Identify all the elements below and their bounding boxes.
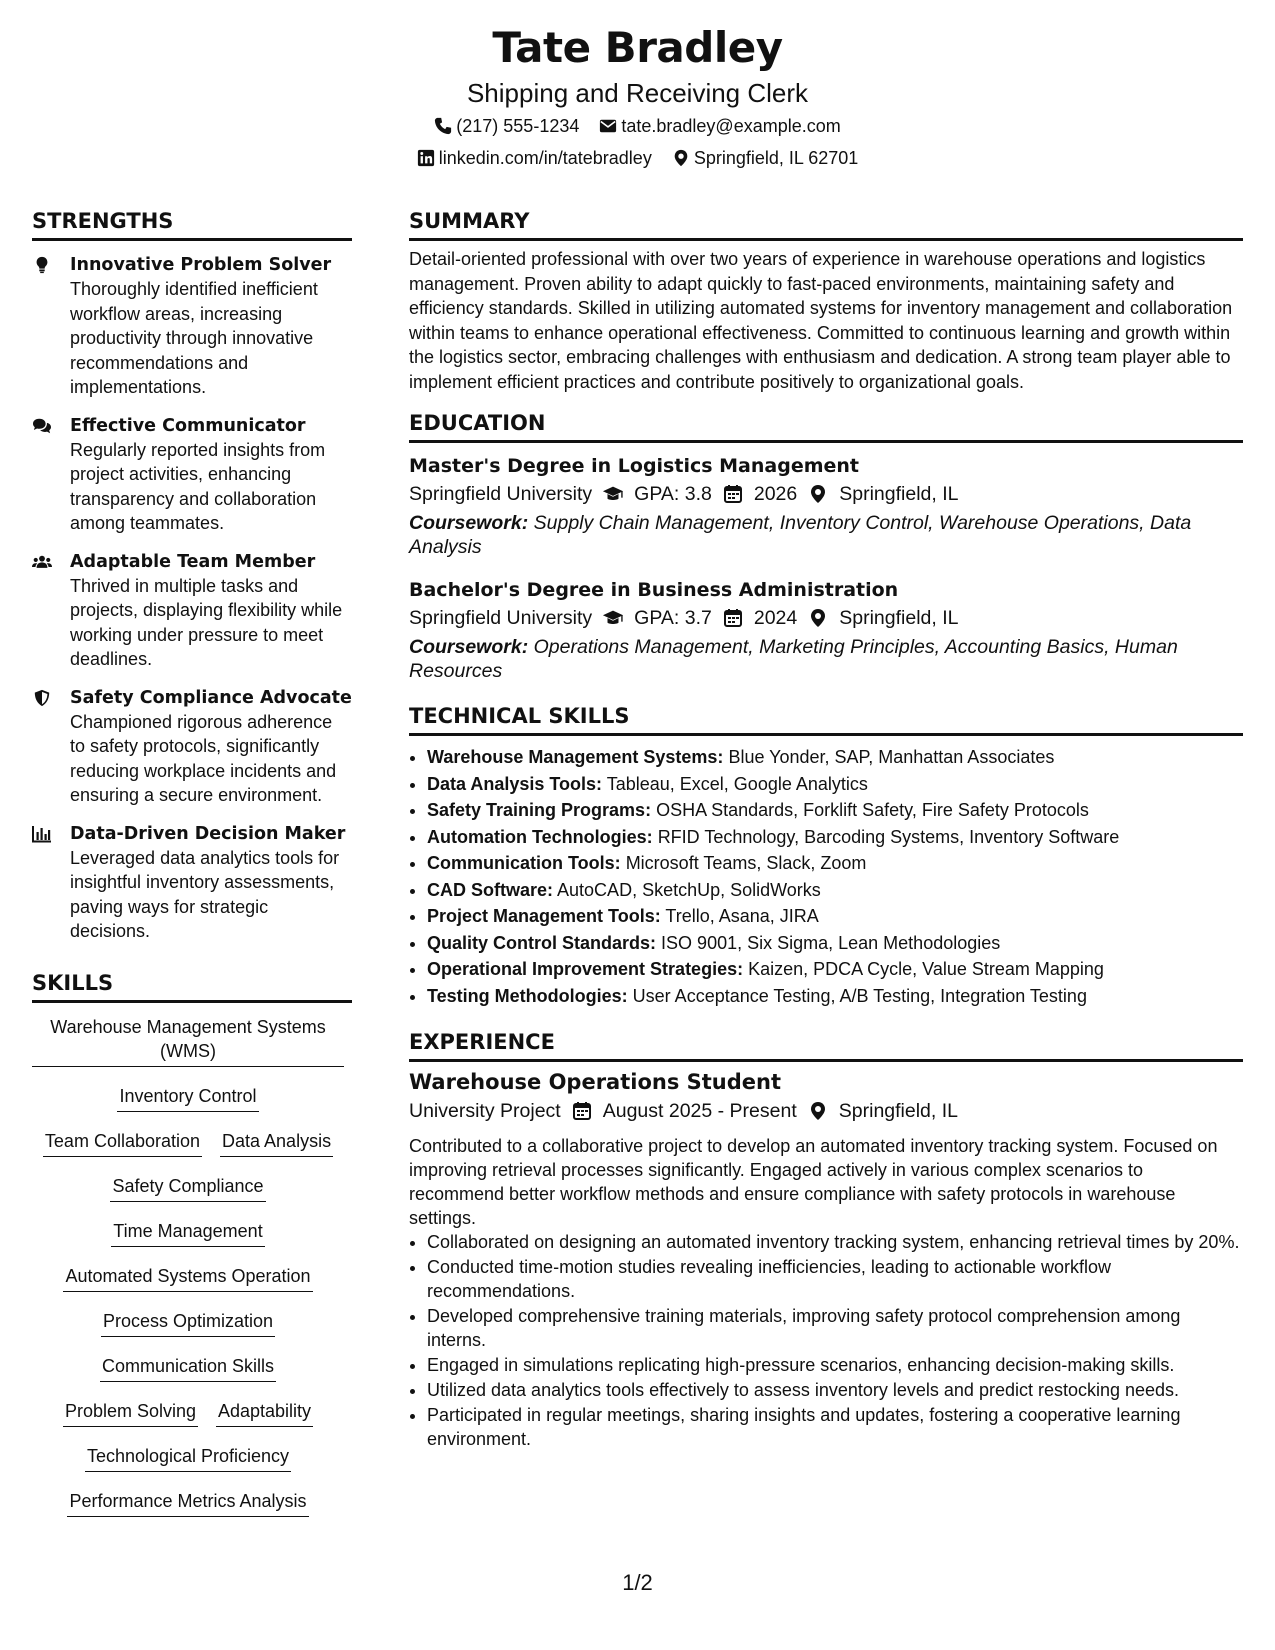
- coursework-list: Supply Chain Management, Inventory Control, Warehouse Operations, Data Analysis: [409, 512, 1192, 558]
- coursework: [409, 511, 1243, 559]
- phone-text: (217) 555-1234: [456, 116, 580, 136]
- coursework-label: Coursework:: [409, 636, 529, 658]
- strength-text: Regularly reported insights from project activities, enhancing transparency and collaboration among teammates.: [70, 439, 326, 533]
- skill-tag: Communication Skills: [100, 1354, 276, 1382]
- chat-bubbles-icon: [32, 417, 52, 435]
- map-pin-icon: [807, 484, 829, 504]
- bar-chart-icon: [32, 825, 52, 843]
- list-item: [427, 983, 1243, 1010]
- linkedin-text: linkedin.com/in/tatebradley: [438, 148, 652, 168]
- linkedin-contact[interactable]: [417, 142, 652, 174]
- shield-icon: [32, 689, 52, 707]
- list-item: • Engaged in simulations replicating high-pressure scenarios, enhancing decision-making skills.: [427, 1353, 1243, 1377]
- list-item: [427, 850, 1243, 877]
- degree-title: Bachelor's Degree in Business Administration: [409, 579, 899, 601]
- job-description: Contributed to a collaborative project to develop an automated inventory tracking system. Focused on improving retrieval processes significantly. Engaged actively in various complex scenarios to recommend better workflow methods and ensure compliance with safety protocols in warehouse settings.: [409, 1136, 1218, 1228]
- list-item: • Collaborated on designing an automated inventory tracking system, enhancing retrieval times by 20%.: [427, 1230, 1243, 1254]
- tech-label: CAD Software:: [427, 879, 554, 900]
- list-item: • Conducted time-motion studies revealing inefficiencies, leading to actionable workflow recommendations.: [427, 1255, 1243, 1303]
- strength-title: Innovative Problem Solver: [70, 255, 332, 275]
- school-location: Springfield, IL: [839, 483, 959, 505]
- degree-meta: [409, 603, 1243, 633]
- education-heading: EDUCATION: [409, 408, 1243, 443]
- calendar-icon: [722, 608, 744, 628]
- left-column: [32, 206, 352, 1517]
- job-dates: August 2025 - Present: [602, 1100, 797, 1122]
- right-column: [409, 206, 1243, 1452]
- skill-tag: Safety Compliance: [110, 1174, 265, 1202]
- tech-label: Warehouse Management Systems:: [427, 747, 724, 767]
- strength-title: Effective Communicator: [70, 415, 306, 436]
- skill-tag: Process Optimization: [101, 1309, 275, 1337]
- coursework-label: Coursework:: [409, 512, 529, 534]
- tech-value: Blue Yonder, SAP, Manhattan Associates: [728, 747, 1055, 767]
- strength-text: Thoroughly identified inefficient workflow areas, increasing productivity through innovative recommendations and implementations.: [70, 279, 318, 397]
- tech-value: AutoCAD, SketchUp, SolidWorks: [557, 879, 821, 900]
- strength-item: [32, 550, 352, 672]
- graduation-cap-icon: [602, 608, 624, 628]
- phone-icon: [434, 117, 452, 135]
- summary-text: Detail-oriented professional with over two years of experience in warehouse operations and logistics management. Proven ability to adapt quickly to fast-paced environments, maintaining safety and efficiency standards. Skilled in utilizing automated systems for inventory management and collaboration within teams to enhance operational effectiveness. Committed to continuous learning and growth within the logistics sector, embracing challenges with enthusiasm and dedication. A strong team player able to implement efficient practices and contribute positively to organizational goals.: [409, 249, 1233, 392]
- list-item: [427, 930, 1243, 957]
- tech-value: ISO 9001, Six Sigma, Lean Methodologies: [661, 932, 1001, 953]
- list-item: [427, 744, 1243, 771]
- strength-text: Thrived in multiple tasks and projects, displaying flexibility while working under pressure to meet deadlines.: [70, 575, 343, 669]
- calendar-icon: [722, 484, 744, 504]
- strength-text: Leveraged data analytics tools for insightful inventory assessments, paving ways for strategic decisions.: [70, 847, 340, 941]
- skills-list: [32, 1015, 352, 1517]
- location-contact: [672, 142, 858, 174]
- skills-heading: SKILLS: [32, 968, 352, 1003]
- degree-entry: [409, 453, 1243, 559]
- education-section: [409, 408, 1243, 683]
- lightbulb-icon: [32, 256, 52, 274]
- strength-title: Adaptable Team Member: [70, 551, 316, 572]
- tech-label: Project Management Tools:: [427, 906, 661, 926]
- strength-item: [32, 253, 352, 400]
- skill-tag: Inventory Control: [117, 1084, 258, 1112]
- skill-tag: Automated Systems Operation: [63, 1264, 312, 1292]
- phone-contact[interactable]: [434, 110, 579, 142]
- resume-header: [0, 22, 1275, 174]
- tech-label: Testing Methodologies:: [427, 985, 628, 1006]
- degree-meta: [409, 479, 1243, 509]
- calendar-icon: [571, 1101, 593, 1121]
- tech-label: Safety Training Programs:: [427, 800, 652, 820]
- strengths-heading: STRENGTHS: [32, 206, 352, 241]
- tech-value: User Acceptance Testing, A/B Testing, Integration Testing: [632, 985, 1087, 1006]
- experience-heading: EXPERIENCE: [409, 1027, 1243, 1062]
- tech-label: Operational Improvement Strategies:: [427, 959, 744, 979]
- degree-entry: [409, 577, 1243, 683]
- map-pin-icon: [807, 1101, 829, 1121]
- skill-tag: Team Collaboration: [43, 1129, 202, 1157]
- grad-year: 2026: [753, 483, 798, 505]
- skill-tag: Technological Proficiency: [85, 1444, 291, 1472]
- experience-section: [409, 1027, 1243, 1451]
- envelope-icon: [599, 117, 617, 135]
- organization: University Project: [409, 1100, 561, 1122]
- map-pin-icon: [672, 149, 690, 167]
- list-item: [427, 877, 1243, 904]
- list-item: [427, 903, 1243, 930]
- strength-title: Safety Compliance Advocate: [70, 687, 352, 708]
- summary-heading: SUMMARY: [409, 206, 1243, 241]
- tech-value: Kaizen, PDCA Cycle, Value Stream Mapping: [748, 959, 1104, 979]
- school-name: Springfield University: [409, 607, 593, 629]
- list-item: • Participated in regular meetings, sharing insights and updates, fostering a cooperative learning environment.: [427, 1403, 1243, 1451]
- page-number: 1/2: [622, 1570, 653, 1595]
- grad-year: 2024: [753, 607, 798, 629]
- job-bullets: [409, 1230, 1243, 1451]
- technical-skills-heading: TECHNICAL SKILLS: [409, 701, 1243, 736]
- job-title: Shipping and Receiving Clerk: [466, 78, 809, 108]
- tech-value: Trello, Asana, JIRA: [665, 906, 819, 926]
- users-icon: [32, 553, 52, 571]
- coursework: [409, 635, 1243, 683]
- gpa: GPA: 3.8: [634, 483, 712, 505]
- degree-title: Master's Degree in Logistics Management: [409, 455, 860, 477]
- list-item: [427, 824, 1243, 851]
- tech-value: Tableau, Excel, Google Analytics: [606, 773, 868, 794]
- technical-skills-section: [409, 701, 1243, 1009]
- contact-line-2: [0, 142, 1275, 174]
- tech-value: RFID Technology, Barcoding Systems, Inventory Software: [657, 826, 1120, 847]
- tech-value: Microsoft Teams, Slack, Zoom: [625, 853, 867, 873]
- school-location: Springfield, IL: [839, 607, 959, 629]
- strength-item: [32, 822, 352, 944]
- gpa: GPA: 3.7: [634, 607, 712, 629]
- strength-item: [32, 686, 352, 808]
- list-item: • Developed comprehensive training materials, improving safety protocol comprehension among interns.: [427, 1304, 1243, 1352]
- strength-item: [32, 414, 352, 536]
- technical-skills-list: [409, 744, 1243, 1009]
- candidate-name: Tate Bradley: [492, 23, 783, 72]
- skill-tag: Data Analysis: [220, 1129, 333, 1157]
- tech-label: Automation Technologies:: [427, 826, 653, 847]
- skill-tag: Performance Metrics Analysis: [67, 1489, 308, 1517]
- linkedin-icon: [417, 149, 435, 167]
- tech-value: OSHA Standards, Forklift Safety, Fire Safety Protocols: [656, 800, 1089, 820]
- list-item: • Utilized data analytics tools effectively to assess inventory levels and predict restocking needs.: [427, 1378, 1243, 1402]
- list-item: [427, 771, 1243, 798]
- strengths-list: [32, 253, 352, 944]
- map-pin-icon: [807, 608, 829, 628]
- coursework-list: Operations Management, Marketing Principles, Accounting Basics, Human Resources: [409, 636, 1178, 682]
- skill-tag: Warehouse Management Systems (WMS): [32, 1015, 344, 1067]
- position-title: Warehouse Operations Student: [409, 1070, 782, 1094]
- tech-label: Quality Control Standards:: [427, 932, 657, 953]
- list-item: [427, 956, 1243, 983]
- location-text: Springfield, IL 62701: [693, 148, 859, 168]
- strength-title: Data-Driven Decision Maker: [70, 823, 346, 844]
- graduation-cap-icon: [602, 484, 624, 504]
- strength-text: Championed rigorous adherence to safety protocols, significantly reducing workplace incidents and ensuring a secure environment.: [70, 711, 337, 805]
- email-contact[interactable]: [599, 110, 840, 142]
- job-meta: [409, 1096, 1243, 1126]
- job-location: Springfield, IL: [838, 1100, 959, 1122]
- skill-tag: Time Management: [111, 1219, 264, 1247]
- skill-tag: Problem Solving: [63, 1399, 198, 1427]
- email-text: tate.bradley@example.com: [621, 116, 841, 136]
- tech-label: Communication Tools:: [427, 853, 621, 873]
- tech-label: Data Analysis Tools:: [427, 773, 603, 794]
- contact-line-1: [0, 110, 1275, 142]
- list-item: [427, 797, 1243, 824]
- skill-tag: Adaptability: [216, 1399, 313, 1427]
- school-name: Springfield University: [409, 483, 593, 505]
